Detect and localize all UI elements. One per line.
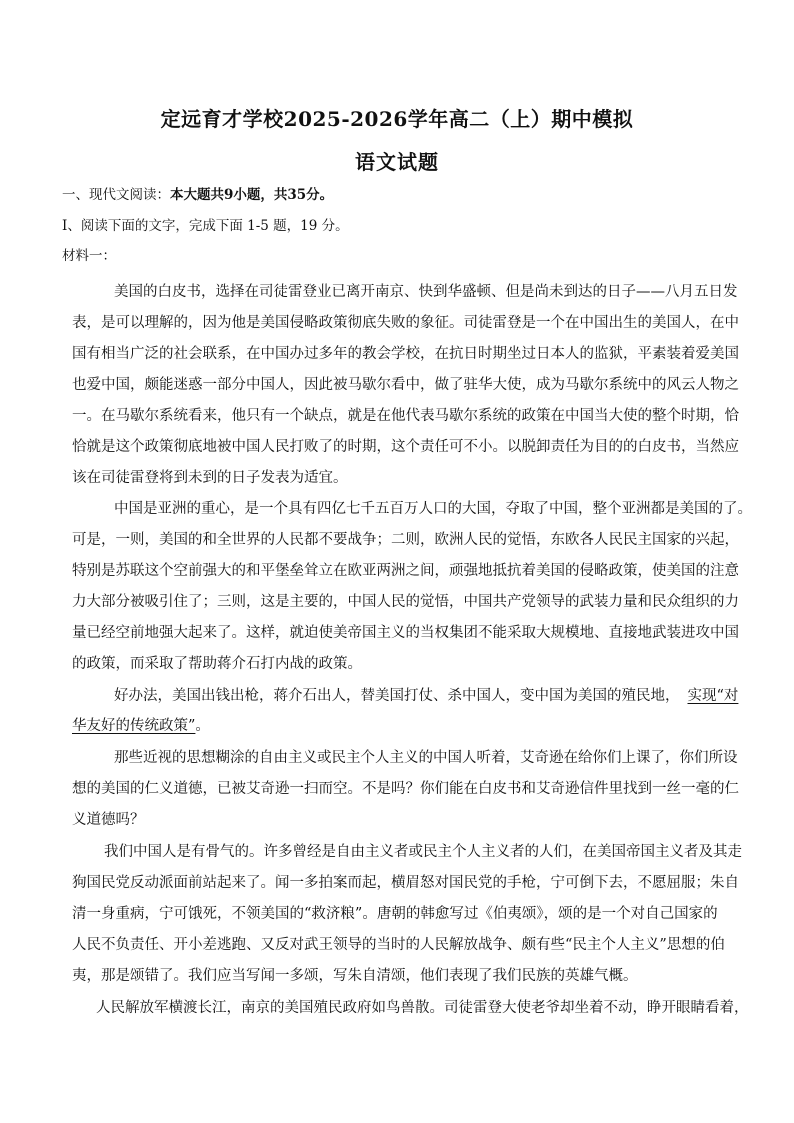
paragraph-line: 的政策，而采取了帮助蒋介石打内战的政策。 [72,656,362,672]
subsection-heading: I、阅读下面的文字，完成下面 1-5 题，19 分。 [62,218,349,234]
paragraph-line: 义道德吗？ [72,812,145,828]
paragraph-line: 想的美国的仁义道德，已被艾奇逊一扫而空。不是吗？你们能在白皮书和艾奇逊信件里找到一丝一毫的仁 [72,781,739,797]
line-text: 好办法，美国出钱出枪，蒋介石出人，替美国打仗、杀中国人，变中国为美国的殖民地， [114,688,680,704]
paragraph-line: 可是，一则，美国的和全世界的人民都不要战争；二则，欧洲人民的觉悟，东欧各人民民主国家的兴起， [72,532,739,548]
paragraph-line: 国有相当广泛的社会联系，在中国办过多年的教会学校，在抗日时期坐过日本人的监狱，平素装着爱美国 [72,346,739,362]
paragraph-line: 狗国民党反动派面前站起来了。闻一多拍案而起，横眉怒对国民党的手枪，宁可倒下去，不愿屈服；朱自 [72,875,739,891]
paragraph-line: 我们中国人是有骨气的。许多曾经是自由主义者或民主个人主义者的人们，在美国帝国主义者及其走 [104,844,742,860]
paragraph-line: 也爱中国，颇能迷惑一部分中国人，因此被马歇尔看中，做了驻华大使，成为马歇尔系统中的风云人物之 [72,377,739,393]
paragraph-line: 恰就是这个政策彻底地被中国人民打败了的时期，这个责任可不小。以脱卸责任为目的的白皮书，当然应 [72,439,739,455]
section-bold: 本大题共9小题，共35分。 [170,187,334,203]
paragraph-line: 清一身重病，宁可饿死，不领美国的“救济粮”。唐朝的韩愈写过《伯夷颂》，颂的是一个对自己国家的 [72,906,718,922]
underlined-phrase: 实现“对 [687,688,739,704]
paragraph-line [114,686,738,706]
exam-subtitle: 语文试题 [355,150,439,174]
paragraph-line: 美国的白皮书，选择在司徒雷登业已离开南京、快到华盛顿、但是尚未到达的日子——八月五日发 [114,284,738,300]
paragraph-line: 夷，那是颂错了。我们应当写闻一多颂，写朱自清颂，他们表现了我们民族的英雄气概。 [72,968,638,984]
material-label: 材料一： [62,248,116,264]
section-heading [62,185,333,205]
line-text: 。 [195,718,210,734]
paragraph-line: 那些近视的思想糊涂的自由主义或民主个人主义的中国人听着，艾奇逊在给你们上课了，你们所设 [114,750,738,766]
paragraph-line: 该在司徒雷登将到未到的日子发表为适宜。 [72,470,348,486]
paragraph-line: 表，是可以理解的，因为他是美国侵略政策彻底失败的象征。司徒雷登是一个在中国出生的美国人，在中 [72,315,739,331]
paragraph-line: 人民解放军横渡长江，南京的美国殖民政府如鸟兽散。司徒雷登大使老爷却坐着不动，睁开眼睛看着， [96,1000,749,1016]
paragraph-line: 中国是亚洲的重心，是一个具有四亿七千五百万人口的大国，夺取了中国，整个亚洲都是美国的了。 [114,501,752,517]
underlined-phrase: 华友好的传统政策” [72,718,196,734]
paragraph-line: 特别是苏联这个空前强大的和平堡垒耸立在欧亚两洲之间，顽强地抵抗着美国的侵略政策，使美国的注意 [72,563,739,579]
section-prefix: 一、现代文阅读： [62,187,170,203]
paragraph-line: 量已经空前地强大起来了。这样，就迫使美帝国主义的当权集团不能采取大规模地、直接地武装进攻中国 [72,625,739,641]
exam-title: 定远育才学校2025-2026学年高二（上）期中模拟 [160,107,634,131]
paragraph-line: 力大部分被吸引住了；三则，这是主要的，中国人民的觉悟，中国共产党领导的武装力量和民众组织的力 [72,594,739,610]
paragraph-line: 人民不负责任、开小差逃跑、又反对武王领导的当时的人民解放战争、颇有些“民主个人主义”思想的伯 [72,937,725,953]
paragraph-line: 一。在马歇尔系统看来，他只有一个缺点，就是在他代表马歇尔系统的政策在中国当大使的整个时期，恰 [72,408,739,424]
paragraph-line [72,716,210,736]
